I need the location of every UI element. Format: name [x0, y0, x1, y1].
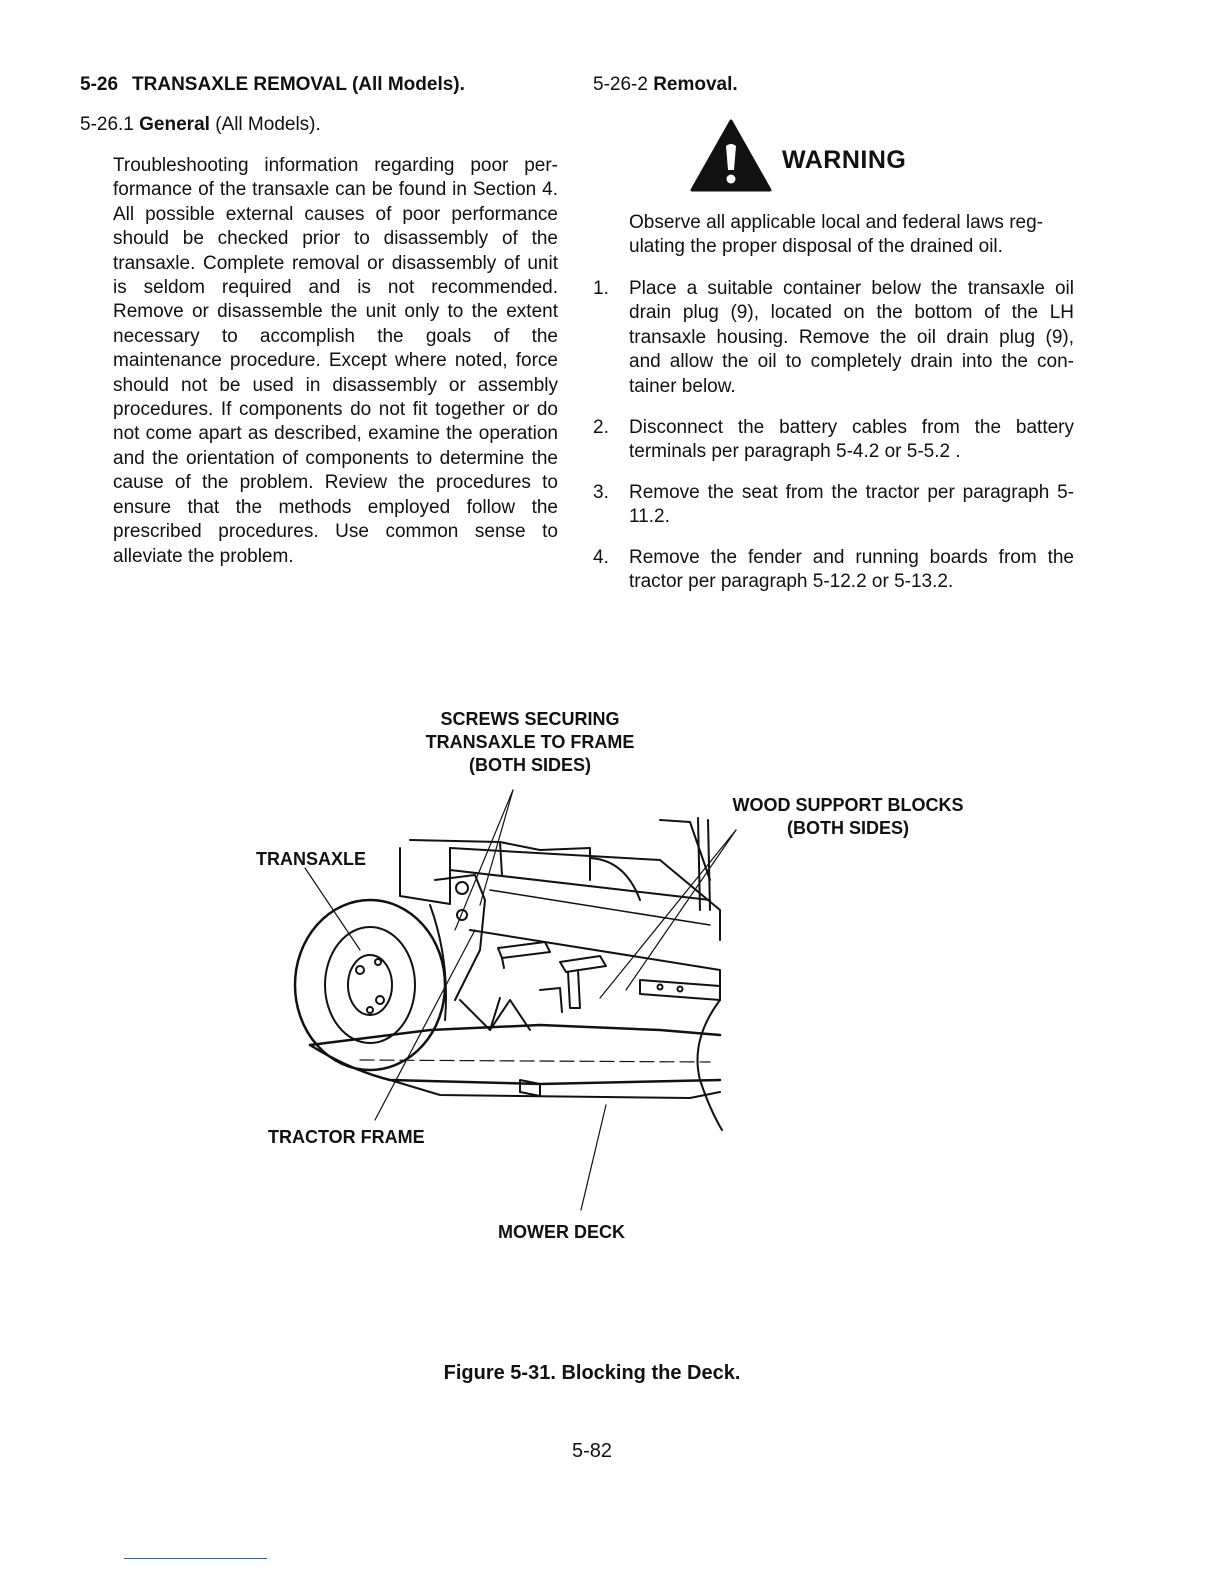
callout-screws-line: SCREWS SECURING — [440, 709, 620, 729]
step-text: Place a suitable container below the transaxle oil drain plug (9), located on the bottom of the LH transaxle housing. Remove the oil drain plug (9), and allow the oil to completely drain into the container below. — [629, 278, 1074, 397]
callout-wood-line: WOOD SUPPORT BLOCKS — [732, 795, 964, 815]
footer-rule — [124, 1558, 267, 1559]
callout-screws-line: TRANSAXLE TO FRAME — [425, 732, 635, 752]
section-heading — [80, 74, 465, 96]
callout-wood-line: (BOTH SIDES) — [786, 818, 909, 838]
step-number: 1. — [593, 278, 609, 299]
page-number: 5-82 — [571, 1440, 613, 1462]
removal-number: 5-26-2 — [593, 74, 648, 95]
removal-title: Removal. — [653, 74, 738, 95]
subsection-heading-general — [80, 114, 321, 136]
callout-wood-blocks — [718, 794, 978, 840]
step-item — [593, 416, 1074, 465]
section-title: TRANSAXLE REMOVAL (All Models). — [132, 74, 465, 95]
step-number: 3. — [593, 482, 609, 503]
step-item — [593, 481, 1074, 530]
callout-mower-deck: MOWER DECK — [498, 1222, 625, 1242]
warning-label: WARNING — [782, 146, 907, 174]
step-item — [593, 277, 1074, 399]
step-text: Disconnect the battery cables from the battery terminals per paragraph 5-4.2 or 5-5.2 . — [629, 417, 1074, 463]
figure-caption: Figure 5-31. Blocking the Deck. — [443, 1362, 741, 1384]
subsection-number: 5-26.1 — [80, 114, 134, 135]
callout-transaxle: TRANSAXLE — [256, 849, 367, 869]
figure-illustration — [240, 700, 1000, 1260]
step-number: 2. — [593, 417, 609, 438]
step-number: 4. — [593, 547, 609, 568]
warning-text: Observe all applicable local and federal laws regulating the proper disposal of the drained oil. — [629, 212, 1044, 258]
step-text: Remove the seat from the tractor per paragraph 5-11.2. — [629, 482, 1074, 528]
subsection-suffix: (All Models). — [215, 114, 321, 135]
callout-tractor-frame: TRACTOR FRAME — [268, 1127, 425, 1147]
warning-triangle-icon — [690, 118, 772, 192]
figure-blocking-deck — [240, 700, 1000, 1260]
step-text: Remove the fender and running boards from the tractor per paragraph 5-12.2 or 5-13.2. — [629, 547, 1074, 593]
section-number: 5-26 — [80, 74, 119, 95]
subsection-title: General — [139, 114, 210, 135]
callout-screws — [400, 708, 660, 777]
step-item — [593, 546, 1074, 595]
callout-screws-line: (BOTH SIDES) — [468, 755, 591, 775]
general-paragraph: Troubleshooting information regarding poor performance of the transaxle can be found in Section 4. All possible external causes of poor performance should be checked prior to disassembly of the transaxle. Complete removal or disassembly of unit is seldom required and is not recommended. Remove or disassemble the unit only to the extent necessary to accomplish the goals of the maintenance procedure. Except where noted, force should not be used in disassembly or assembly procedures. If components do not fit together or do not come apart as described, examine the operation and the orientation of components to determine the cause of the problem. Review the procedures to ensure that the methods employed follow the prescribed procedures. Use common sense to alleviate the problem. — [113, 155, 558, 567]
subsection-heading-removal — [593, 74, 738, 96]
